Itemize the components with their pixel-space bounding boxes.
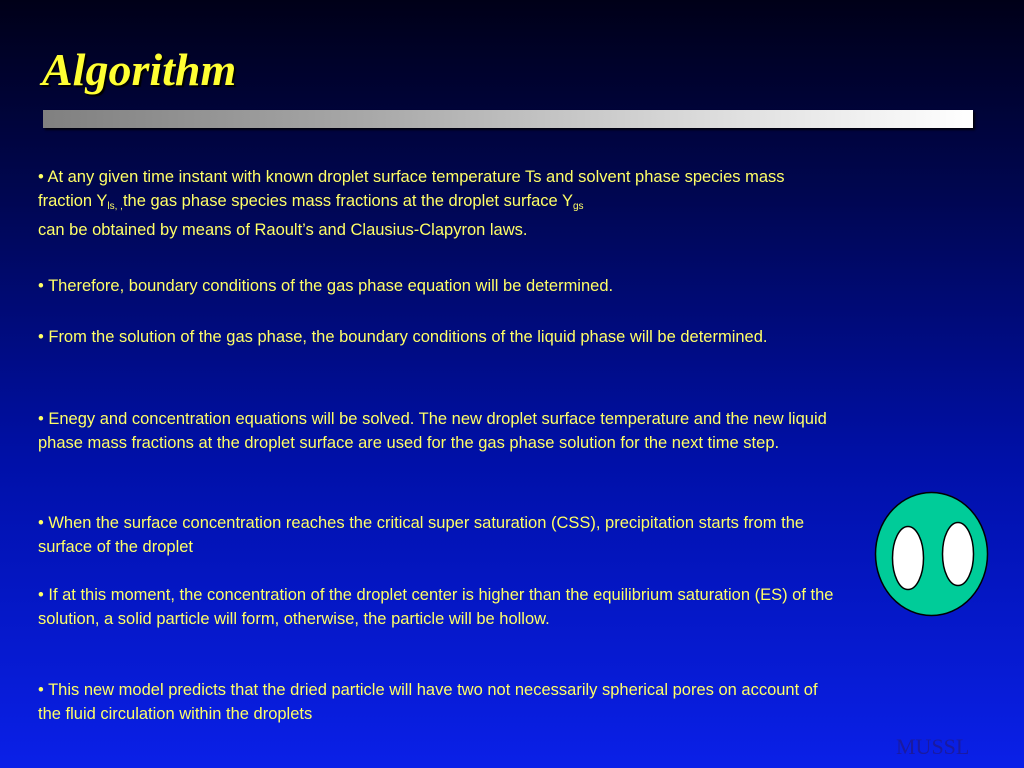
bullet-text: can be obtained by means of Raoult’s and Clausius-Clapyron laws. <box>38 221 528 239</box>
bullet-text: • At any given time instant with known droplet surface temperature Ts and solvent phase species mass fraction Y <box>38 168 785 210</box>
footer-label: MUSSL <box>896 734 970 759</box>
droplet-with-two-pores-icon <box>874 491 989 617</box>
bullet-item-solid-or-hollow: • If at this moment, the concentration of the droplet center is higher than the equilibrium saturation (ES) of the solution, a solid particle will form, otherwise, the particle will be hollow. <box>38 586 834 628</box>
bullet-item-liquid-phase: • From the solution of the gas phase, the boundary conditions of the liquid phase will be determined. <box>38 328 768 346</box>
bullet-item-energy-equations: • Enegy and concentration equations will be solved. The new droplet surface temperature and the new liquid phase mass fractions at the droplet surface are used for the gas phase solution for the next time step. <box>38 410 827 452</box>
subscript-gs: gs <box>573 200 584 212</box>
bullet-item-raoult <box>38 166 838 237</box>
right-pore <box>943 523 974 586</box>
bullet-item-boundary-conditions: • Therefore, boundary conditions of the gas phase equation will be determined. <box>38 277 614 295</box>
left-pore <box>893 527 924 590</box>
bullet-item-precipitation: • When the surface concentration reaches the critical super saturation (CSS), precipitation starts from the surface of the droplet <box>38 514 805 556</box>
bullet-item-two-pores: • This new model predicts that the dried particle will have two not necessarily spherical pores on account of the fluid circulation within the droplets <box>38 681 818 723</box>
subscript-ls: ls, , <box>107 200 123 212</box>
bullet-text: the gas phase species mass fractions at the droplet surface Y <box>122 191 573 210</box>
slide-title: Algorithm <box>42 44 237 95</box>
title-divider-bar <box>43 110 973 128</box>
